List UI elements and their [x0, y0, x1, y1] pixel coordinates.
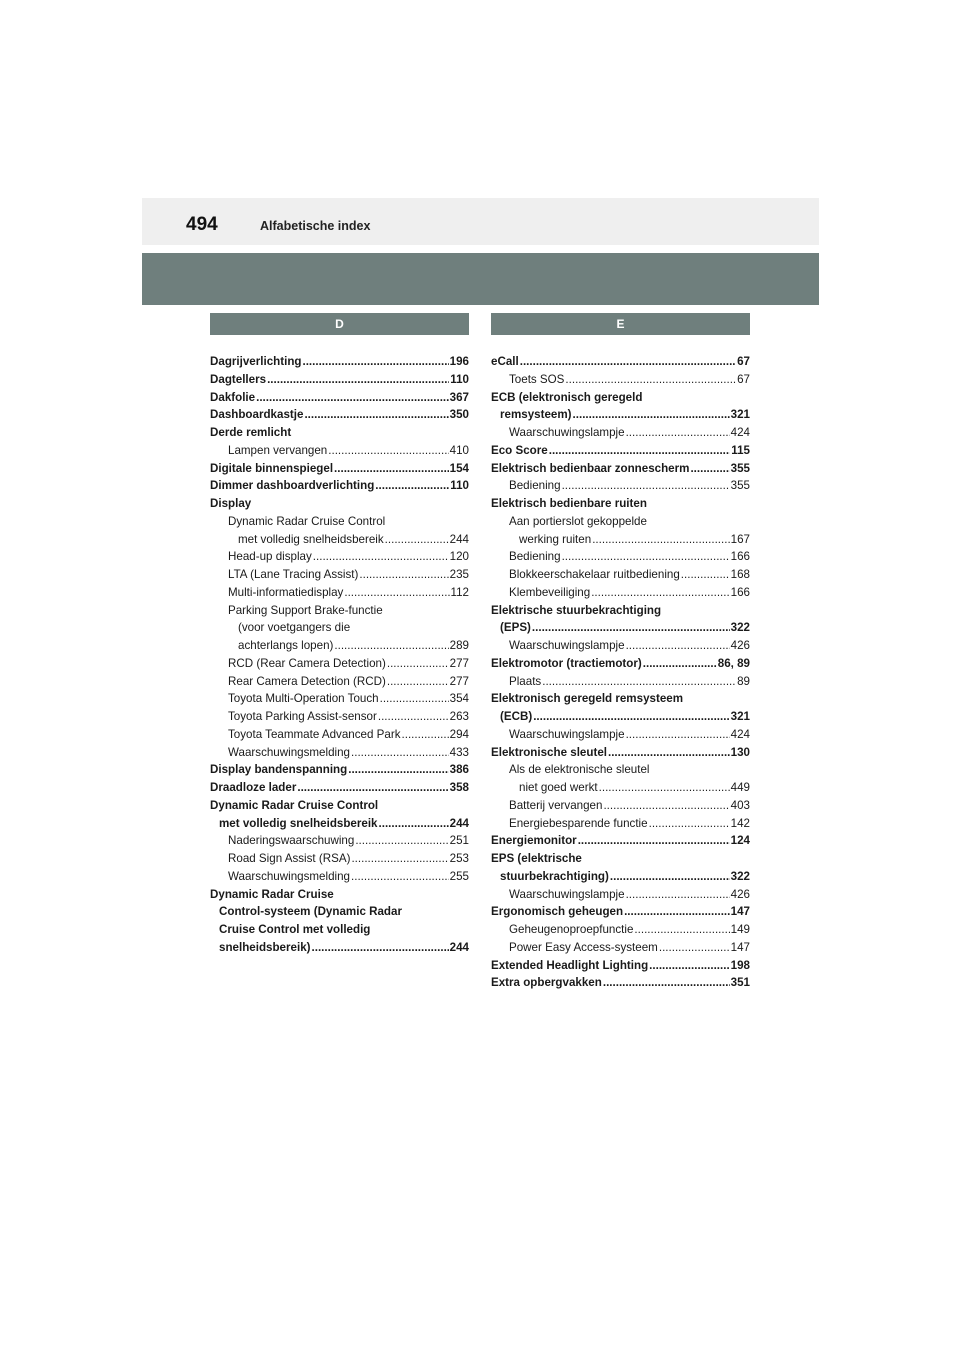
index-entry	[210, 495, 469, 513]
leader-dots	[312, 939, 449, 957]
leader-dots	[562, 548, 730, 566]
index-term: Geheugenoproepfunctie	[509, 923, 634, 936]
index-entry	[491, 726, 750, 744]
page-reference: 235	[449, 568, 469, 581]
index-entry	[491, 939, 750, 957]
page-reference: 67	[737, 372, 750, 386]
leader-dots	[610, 868, 730, 886]
index-term: Elektronische sleutel	[491, 745, 607, 759]
index-term: Dakfolie	[210, 390, 256, 404]
index-term: Dagrijverlichting	[210, 355, 302, 368]
leader-dots	[351, 868, 449, 886]
letter-heading-d: D	[210, 313, 469, 335]
index-term: Elektronisch geregeld remsysteem	[491, 692, 684, 706]
page-reference: 294	[449, 727, 469, 741]
index-term: (voor voetgangers die	[238, 621, 351, 635]
index-term: Control-systeem (Dynamic Radar	[219, 905, 402, 919]
index-term: Multi-informatiedisplay	[228, 585, 344, 599]
index-entry	[210, 868, 469, 886]
page-reference: 386	[449, 763, 469, 777]
index-entry	[210, 477, 469, 495]
index-term: EPS (elektrische	[491, 852, 582, 865]
index-entry	[210, 850, 469, 868]
index-entry	[210, 708, 469, 726]
index-term: snelheidsbereik)	[219, 940, 311, 954]
page-reference: 110	[450, 479, 469, 493]
index-entry	[491, 797, 750, 815]
index-term: Head-up display	[228, 550, 312, 564]
index-entry	[491, 655, 750, 673]
index-entry	[210, 442, 469, 460]
section-title: Alfabetische index	[260, 219, 371, 233]
page-reference: 244	[449, 532, 469, 546]
index-entry	[491, 548, 750, 566]
index-entry	[210, 832, 469, 850]
leader-dots	[387, 673, 449, 691]
index-term: Als de elektronische sleutel	[509, 763, 650, 777]
index-term: Waarschuwingsmelding	[228, 745, 351, 759]
leader-dots	[256, 389, 449, 407]
index-term: stuurbekrachtiging)	[500, 869, 609, 883]
leader-dots	[624, 903, 730, 921]
index-term: (ECB)	[500, 710, 533, 723]
leader-dots	[565, 371, 736, 389]
leader-dots	[355, 832, 448, 850]
page-reference: 321	[730, 710, 750, 723]
index-entry	[491, 921, 750, 939]
index-term: Ergonomisch geheugen	[491, 905, 624, 919]
leader-dots	[351, 744, 449, 762]
index-entry	[210, 779, 469, 797]
leader-dots	[378, 708, 449, 726]
page-reference: 355	[730, 461, 750, 475]
page-reference: 142	[730, 816, 750, 830]
index-entry	[210, 726, 469, 744]
leader-dots	[334, 460, 449, 478]
page-reference: 167	[730, 532, 750, 546]
index-term: Bediening	[509, 550, 561, 564]
index-term: Toyota Parking Assist-sensor	[228, 710, 377, 723]
index-term: Power Easy Access-systeem	[509, 940, 658, 954]
index-term: Toets SOS	[509, 372, 565, 386]
page-reference: 154	[449, 461, 469, 475]
index-entry	[491, 744, 750, 762]
index-entry	[210, 797, 469, 815]
index-entry	[210, 903, 469, 921]
index-entry	[210, 566, 469, 584]
index-term: Dynamic Radar Cruise Control	[210, 798, 379, 812]
index-term: Display bandenspanning	[210, 763, 348, 777]
index-entry	[491, 477, 750, 495]
leader-dots	[348, 761, 448, 779]
page-reference: 403	[730, 798, 750, 812]
index-entry	[491, 637, 750, 655]
index-term: Blokkeerschakelaar ruitbediening	[509, 568, 680, 581]
index-entry	[210, 939, 469, 957]
index-term: Dashboardkastje	[210, 408, 304, 422]
header-band	[142, 253, 819, 305]
index-entry	[210, 619, 469, 637]
leader-dots	[344, 584, 449, 602]
page-reference: 321	[730, 408, 750, 422]
page-reference: 426	[730, 887, 750, 901]
entry-list-d	[210, 353, 469, 957]
index-term: Extra opbergvakken	[491, 976, 602, 990]
index-entry	[210, 371, 469, 389]
index-term: met volledig snelheidsbereik	[238, 532, 384, 546]
index-term: Waarschuwingslampje	[509, 727, 625, 741]
index-term: Toyota Multi-Operation Touch	[228, 692, 379, 706]
page-reference: 196	[449, 355, 469, 368]
leader-dots	[549, 442, 731, 460]
index-entry	[491, 424, 750, 442]
leader-dots	[520, 353, 736, 371]
index-term: Elektrisch bedienbare ruiten	[491, 497, 647, 510]
index-term: Naderingswaarschuwing	[228, 834, 355, 848]
leader-dots	[542, 673, 736, 691]
page-reference: 449	[730, 781, 750, 794]
letter-heading-e: E	[491, 313, 750, 335]
index-entry	[491, 957, 750, 975]
entry-list-e	[491, 353, 750, 992]
leader-dots	[385, 531, 449, 549]
index-entry	[491, 779, 750, 797]
leader-dots	[659, 939, 730, 957]
index-entry	[491, 673, 750, 691]
index-term: Lampen vervangen	[228, 443, 328, 457]
index-entry	[210, 460, 469, 478]
index-term: Dynamic Radar Cruise	[210, 887, 334, 901]
index-entry	[491, 886, 750, 904]
index-term: Elektromotor (tractiemotor)	[491, 656, 642, 670]
index-term: Parking Support Brake-functie	[228, 603, 383, 617]
page-reference: 433	[449, 745, 469, 759]
page-reference: 253	[449, 852, 469, 865]
leader-dots	[592, 531, 729, 549]
index-term: Waarschuwingsmelding	[228, 869, 351, 883]
page-reference: 322	[730, 621, 750, 635]
leader-dots	[532, 619, 730, 637]
leader-dots	[603, 974, 730, 992]
index-term: met volledig snelheidsbereik	[219, 816, 378, 830]
index-term: Toyota Teammate Advanced Park	[228, 727, 401, 741]
leader-dots	[573, 406, 730, 424]
leader-dots	[562, 477, 730, 495]
leader-dots	[578, 832, 730, 850]
index-entry	[491, 406, 750, 424]
page-reference: 147	[730, 940, 750, 954]
index-entry	[210, 655, 469, 673]
index-term: Rear Camera Detection (RCD)	[228, 674, 386, 688]
index-column-e	[491, 313, 750, 992]
page-reference: 120	[449, 550, 469, 564]
index-term: Waarschuwingslampje	[509, 887, 625, 901]
header-bar	[142, 198, 819, 245]
leader-dots	[649, 957, 730, 975]
leader-dots	[380, 690, 449, 708]
page-reference: 426	[730, 639, 750, 652]
page-reference: 112	[450, 585, 469, 599]
leader-dots	[328, 442, 448, 460]
index-term: Dynamic Radar Cruise Control	[228, 514, 386, 528]
leader-dots	[634, 921, 729, 939]
index-term: Aan portierslot gekoppelde	[509, 514, 647, 528]
index-column-d	[210, 313, 469, 957]
index-term: werking ruiten	[519, 532, 592, 546]
index-term: Batterij vervangen	[509, 798, 603, 812]
leader-dots	[297, 779, 448, 797]
leader-dots	[626, 726, 730, 744]
leader-dots	[591, 584, 729, 602]
index-term: Elektrische stuurbekrachtiging	[491, 603, 662, 617]
leader-dots	[649, 815, 730, 833]
leader-dots	[608, 744, 730, 762]
index-entry	[210, 531, 469, 549]
page-reference: 110	[450, 372, 469, 386]
index-entry	[491, 566, 750, 584]
leader-dots	[690, 460, 729, 478]
index-term: Elektrisch bedienbaar zonnescherm	[491, 461, 690, 475]
index-term: RCD (Rear Camera Detection)	[228, 656, 386, 670]
leader-dots	[626, 886, 730, 904]
page-reference: 358	[449, 781, 469, 794]
page-reference: 130	[730, 745, 750, 759]
index-term: (EPS)	[500, 621, 531, 635]
page-reference: 147	[730, 905, 750, 919]
index-term: Cruise Control met volledig	[219, 923, 371, 936]
index-term: ECB (elektronisch geregeld	[491, 390, 643, 404]
index-term: Plaats	[509, 674, 542, 688]
index-entry	[491, 761, 750, 779]
leader-dots	[387, 655, 449, 673]
index-entry	[210, 548, 469, 566]
page-reference: 410	[449, 443, 469, 457]
index-entry	[210, 690, 469, 708]
index-entry	[491, 974, 750, 992]
index-entry	[210, 761, 469, 779]
index-entry	[210, 353, 469, 371]
index-entry	[491, 815, 750, 833]
page-reference: 67	[737, 355, 750, 368]
leader-dots	[375, 477, 449, 495]
index-entry	[210, 424, 469, 442]
index-entry	[210, 815, 469, 833]
index-term: achterlangs lopen)	[238, 639, 334, 652]
index-entry	[491, 850, 750, 868]
index-entry	[210, 921, 469, 939]
index-term: LTA (Lane Tracing Assist)	[228, 568, 359, 581]
page-reference: 244	[449, 940, 469, 954]
index-entry	[491, 584, 750, 602]
page-reference: 166	[730, 585, 750, 599]
leader-dots	[626, 424, 730, 442]
page-number: 494	[186, 214, 218, 235]
index-entry	[491, 690, 750, 708]
index-entry	[491, 353, 750, 371]
page-reference: 322	[730, 869, 750, 883]
index-entry	[491, 602, 750, 620]
page-reference: 244	[449, 816, 469, 830]
index-entry	[491, 619, 750, 637]
page-reference: 355	[730, 479, 750, 493]
page-reference: 115	[731, 443, 750, 457]
index-entry	[210, 602, 469, 620]
page-reference: 367	[449, 390, 469, 404]
index-term: Waarschuwingslampje	[509, 426, 625, 439]
leader-dots	[681, 566, 730, 584]
page-reference: 251	[449, 834, 469, 848]
page-reference: 277	[449, 656, 469, 670]
index-entry	[491, 442, 750, 460]
index-term: Display	[210, 497, 252, 510]
index-entry	[210, 584, 469, 602]
index-entry	[491, 460, 750, 478]
leader-dots	[313, 548, 449, 566]
page-reference: 86, 89	[717, 656, 750, 670]
page-reference: 124	[730, 834, 750, 848]
index-term: Draadloze lader	[210, 781, 297, 794]
page-reference: 168	[730, 568, 750, 581]
page-reference: 89	[737, 674, 750, 688]
index-term: Dimmer dashboardverlichting	[210, 479, 375, 493]
index-entry	[210, 886, 469, 904]
page-reference: 351	[730, 976, 750, 990]
leader-dots	[533, 708, 729, 726]
index-term: Waarschuwingslampje	[509, 639, 625, 652]
index-entry	[491, 513, 750, 531]
index-term: niet goed werkt	[519, 781, 598, 794]
leader-dots	[334, 637, 448, 655]
index-entry	[491, 832, 750, 850]
page-reference: 149	[730, 923, 750, 936]
index-entry	[491, 531, 750, 549]
index-entry	[491, 868, 750, 886]
page-reference: 424	[730, 426, 750, 439]
page-reference: 350	[449, 408, 469, 422]
index-term: Eco Score	[491, 443, 548, 457]
index-term: Energiemonitor	[491, 834, 577, 848]
leader-dots	[643, 655, 717, 673]
page-reference: 263	[449, 710, 469, 723]
leader-dots	[302, 353, 448, 371]
index-term: Dagtellers	[210, 372, 267, 386]
leader-dots	[351, 850, 448, 868]
index-term: eCall	[491, 355, 519, 368]
index-entry	[491, 389, 750, 407]
index-entry	[491, 708, 750, 726]
page-reference: 289	[449, 639, 469, 652]
index-term: Bediening	[509, 479, 561, 493]
leader-dots	[267, 371, 449, 389]
index-entry	[491, 371, 750, 389]
index-term: Digitale binnenspiegel	[210, 461, 334, 475]
index-entry	[491, 495, 750, 513]
index-term: Road Sign Assist (RSA)	[228, 852, 351, 865]
index-term: remsysteem)	[500, 408, 572, 422]
index-entry	[210, 744, 469, 762]
page-reference: 255	[449, 869, 469, 883]
page-reference: 354	[449, 692, 469, 706]
leader-dots	[599, 779, 730, 797]
index-term: Energiebesparende functie	[509, 816, 648, 830]
index-entry	[210, 513, 469, 531]
page-reference: 277	[449, 674, 469, 688]
index-term: Klembeveiliging	[509, 585, 591, 599]
index-term: Derde remlicht	[210, 426, 292, 439]
leader-dots	[626, 637, 730, 655]
index-entry	[491, 903, 750, 921]
page-reference: 166	[730, 550, 750, 564]
index-term: Extended Headlight Lighting	[491, 958, 649, 972]
index-entry	[210, 389, 469, 407]
leader-dots	[603, 797, 729, 815]
index-entry	[210, 637, 469, 655]
leader-dots	[359, 566, 448, 584]
page-reference: 424	[730, 727, 750, 741]
index-entry	[210, 406, 469, 424]
leader-dots	[402, 726, 449, 744]
index-entry	[210, 673, 469, 691]
leader-dots	[304, 406, 448, 424]
leader-dots	[379, 815, 449, 833]
page-reference: 198	[730, 958, 750, 972]
